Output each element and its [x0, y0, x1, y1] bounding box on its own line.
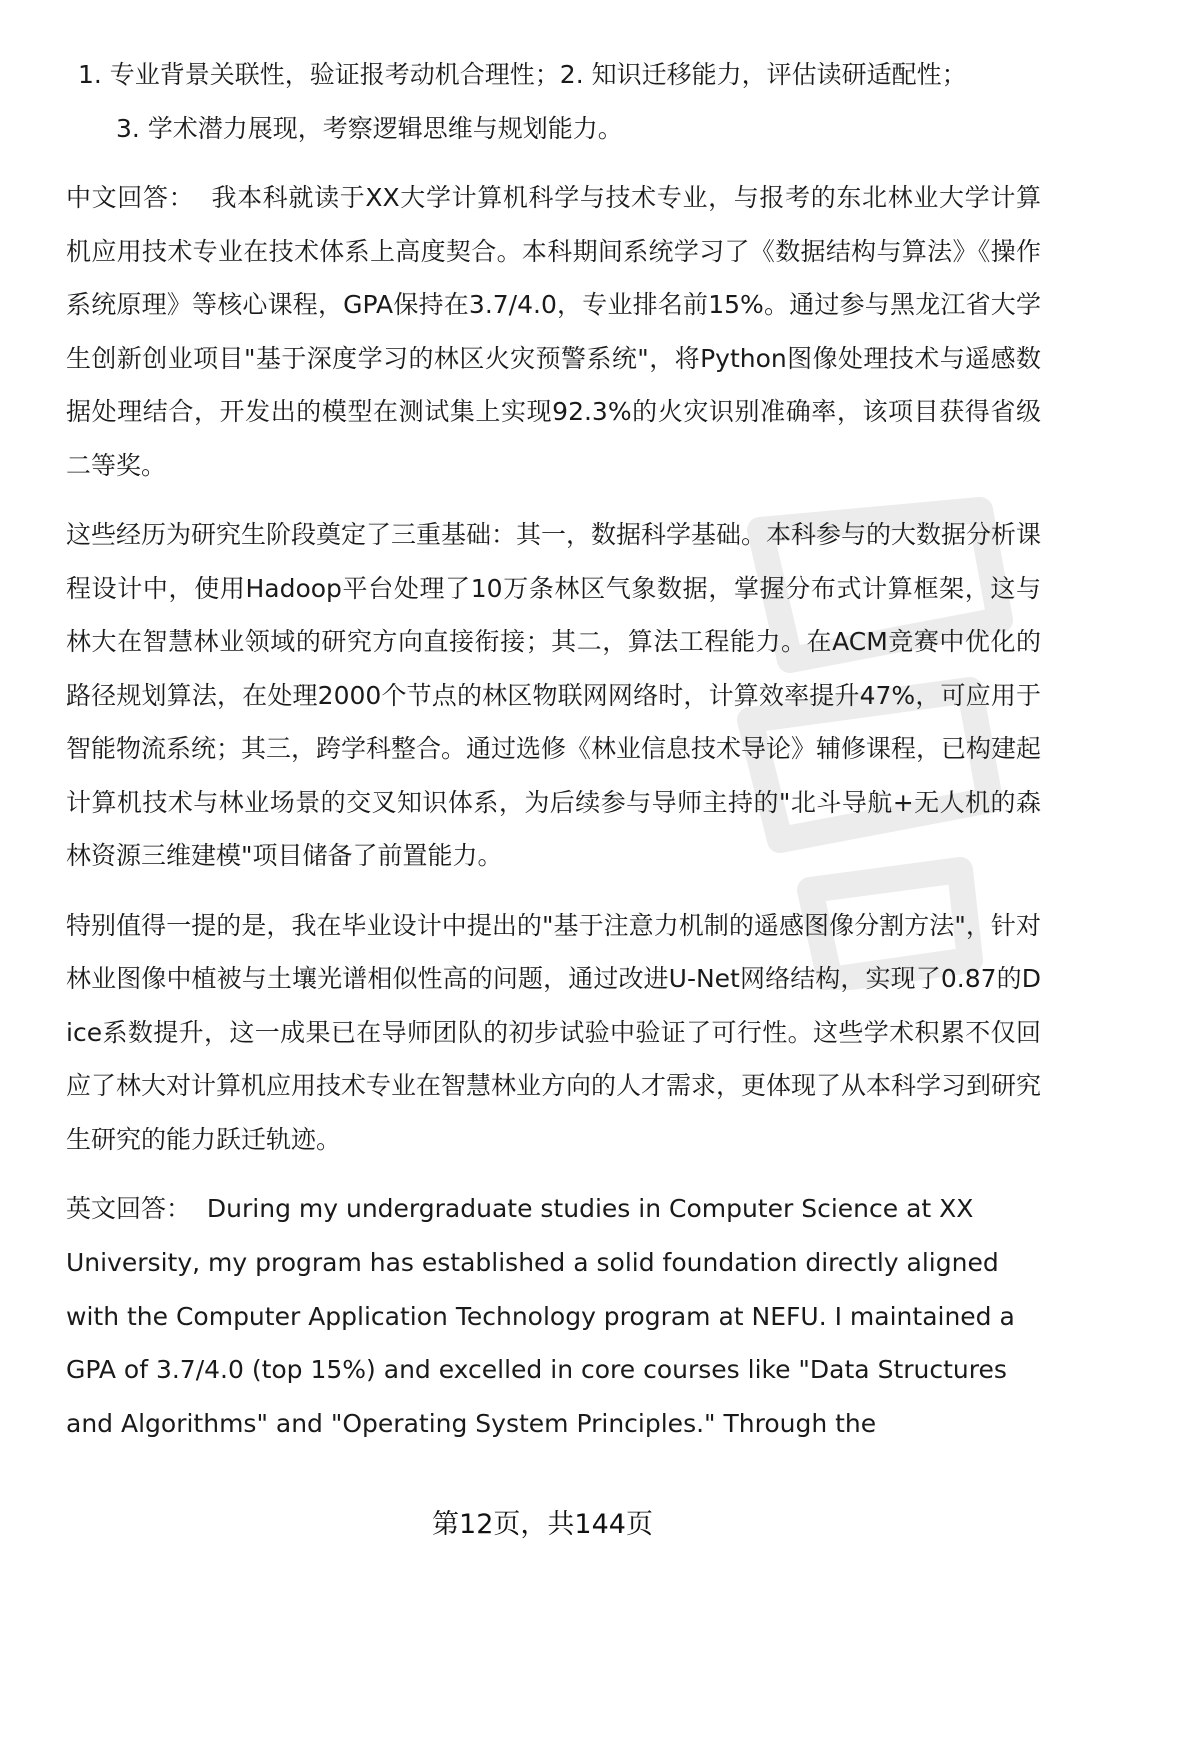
document-body: [66, 48, 1041, 1467]
criteria-line-1: 1. 专业背景关联性，验证报考动机合理性；2. 知识迁移能力，评估读研适配性；: [78, 60, 967, 89]
english-answer-paragraph: [66, 1182, 1041, 1451]
chinese-answer-label: 中文回答：: [66, 183, 195, 212]
criteria-list: [66, 48, 1041, 155]
chinese-answer-paragraph-2: 这些经历为研究生阶段奠定了三重基础：其一，数据科学基础。本科参与的大数据分析课程设计中，使用Hadoop平台处理了10万条林区气象数据，掌握分布式计算框架，这与林大在智慧林业领域的研究方向直接衔接；其二，算法工程能力。在ACM竞赛中优化的路径规划算法，在处理2000个节点的林区物联网网络时，计算效率提升47%，可应用于智能物流系统；其三，跨学科整合。通过选修《林业信息技术导论》辅修课程，已构建起计算机技术与林业场景的交叉知识体系，为后续参与导师主持的"北斗导航+无人机的森林资源三维建模"项目储备了前置能力。: [66, 520, 1042, 870]
chinese-answer-text-1: 我本科就读于XX大学计算机科学与技术专业，与报考的东北林业大学计算机应用技术专业在技术体系上高度契合。本科期间系统学习了《数据结构与算法》《操作系统原理》等核心课程，GPA保持在3.7/4.0，专业排名前15%。通过参与黑龙江省大学生创新创业项目"基于深度学习的林区火灾预警系统"，将Python图像处理技术与遥感数据处理结合，开发出的模型在测试集上实现92.3%的火灾识别准确率，该项目获得省级二等奖。: [66, 183, 1041, 480]
chinese-answer-paragraph-1: [66, 171, 1041, 492]
chinese-answer-paragraph-3: 特别值得一提的是，我在毕业设计中提出的"基于注意力机制的遥感图像分割方法"，针对林业图像中植被与土壤光谱相似性高的问题，通过改进U-Net网络结构，实现了0.87的Dice系数提升，这一成果已在导师团队的初步试验中验证了可行性。这些学术积累不仅回应了林大对计算机应用技术专业在智慧林业方向的人才需求，更体现了从本科学习到研究生研究的能力跃迁轨迹。: [66, 910, 1042, 1154]
english-answer-label: 英文回答：: [66, 1194, 192, 1223]
page-number-footer: 第12页，共144页: [432, 1509, 653, 1540]
criteria-line-2: 3. 学术潜力展现，考察逻辑思维与规划能力。: [116, 113, 623, 143]
english-answer-text: During my undergraduate studies in Computer Science at XX University, my program has established a solid foundation directly aligned with the Computer Application Technology program at NEFU. I maintained a GPA of 3.7/4.0 (top 15%) and excelled in core courses like "Data Structures and Algorithms" and "Operating System Principles." Through the: [66, 1194, 1015, 1439]
